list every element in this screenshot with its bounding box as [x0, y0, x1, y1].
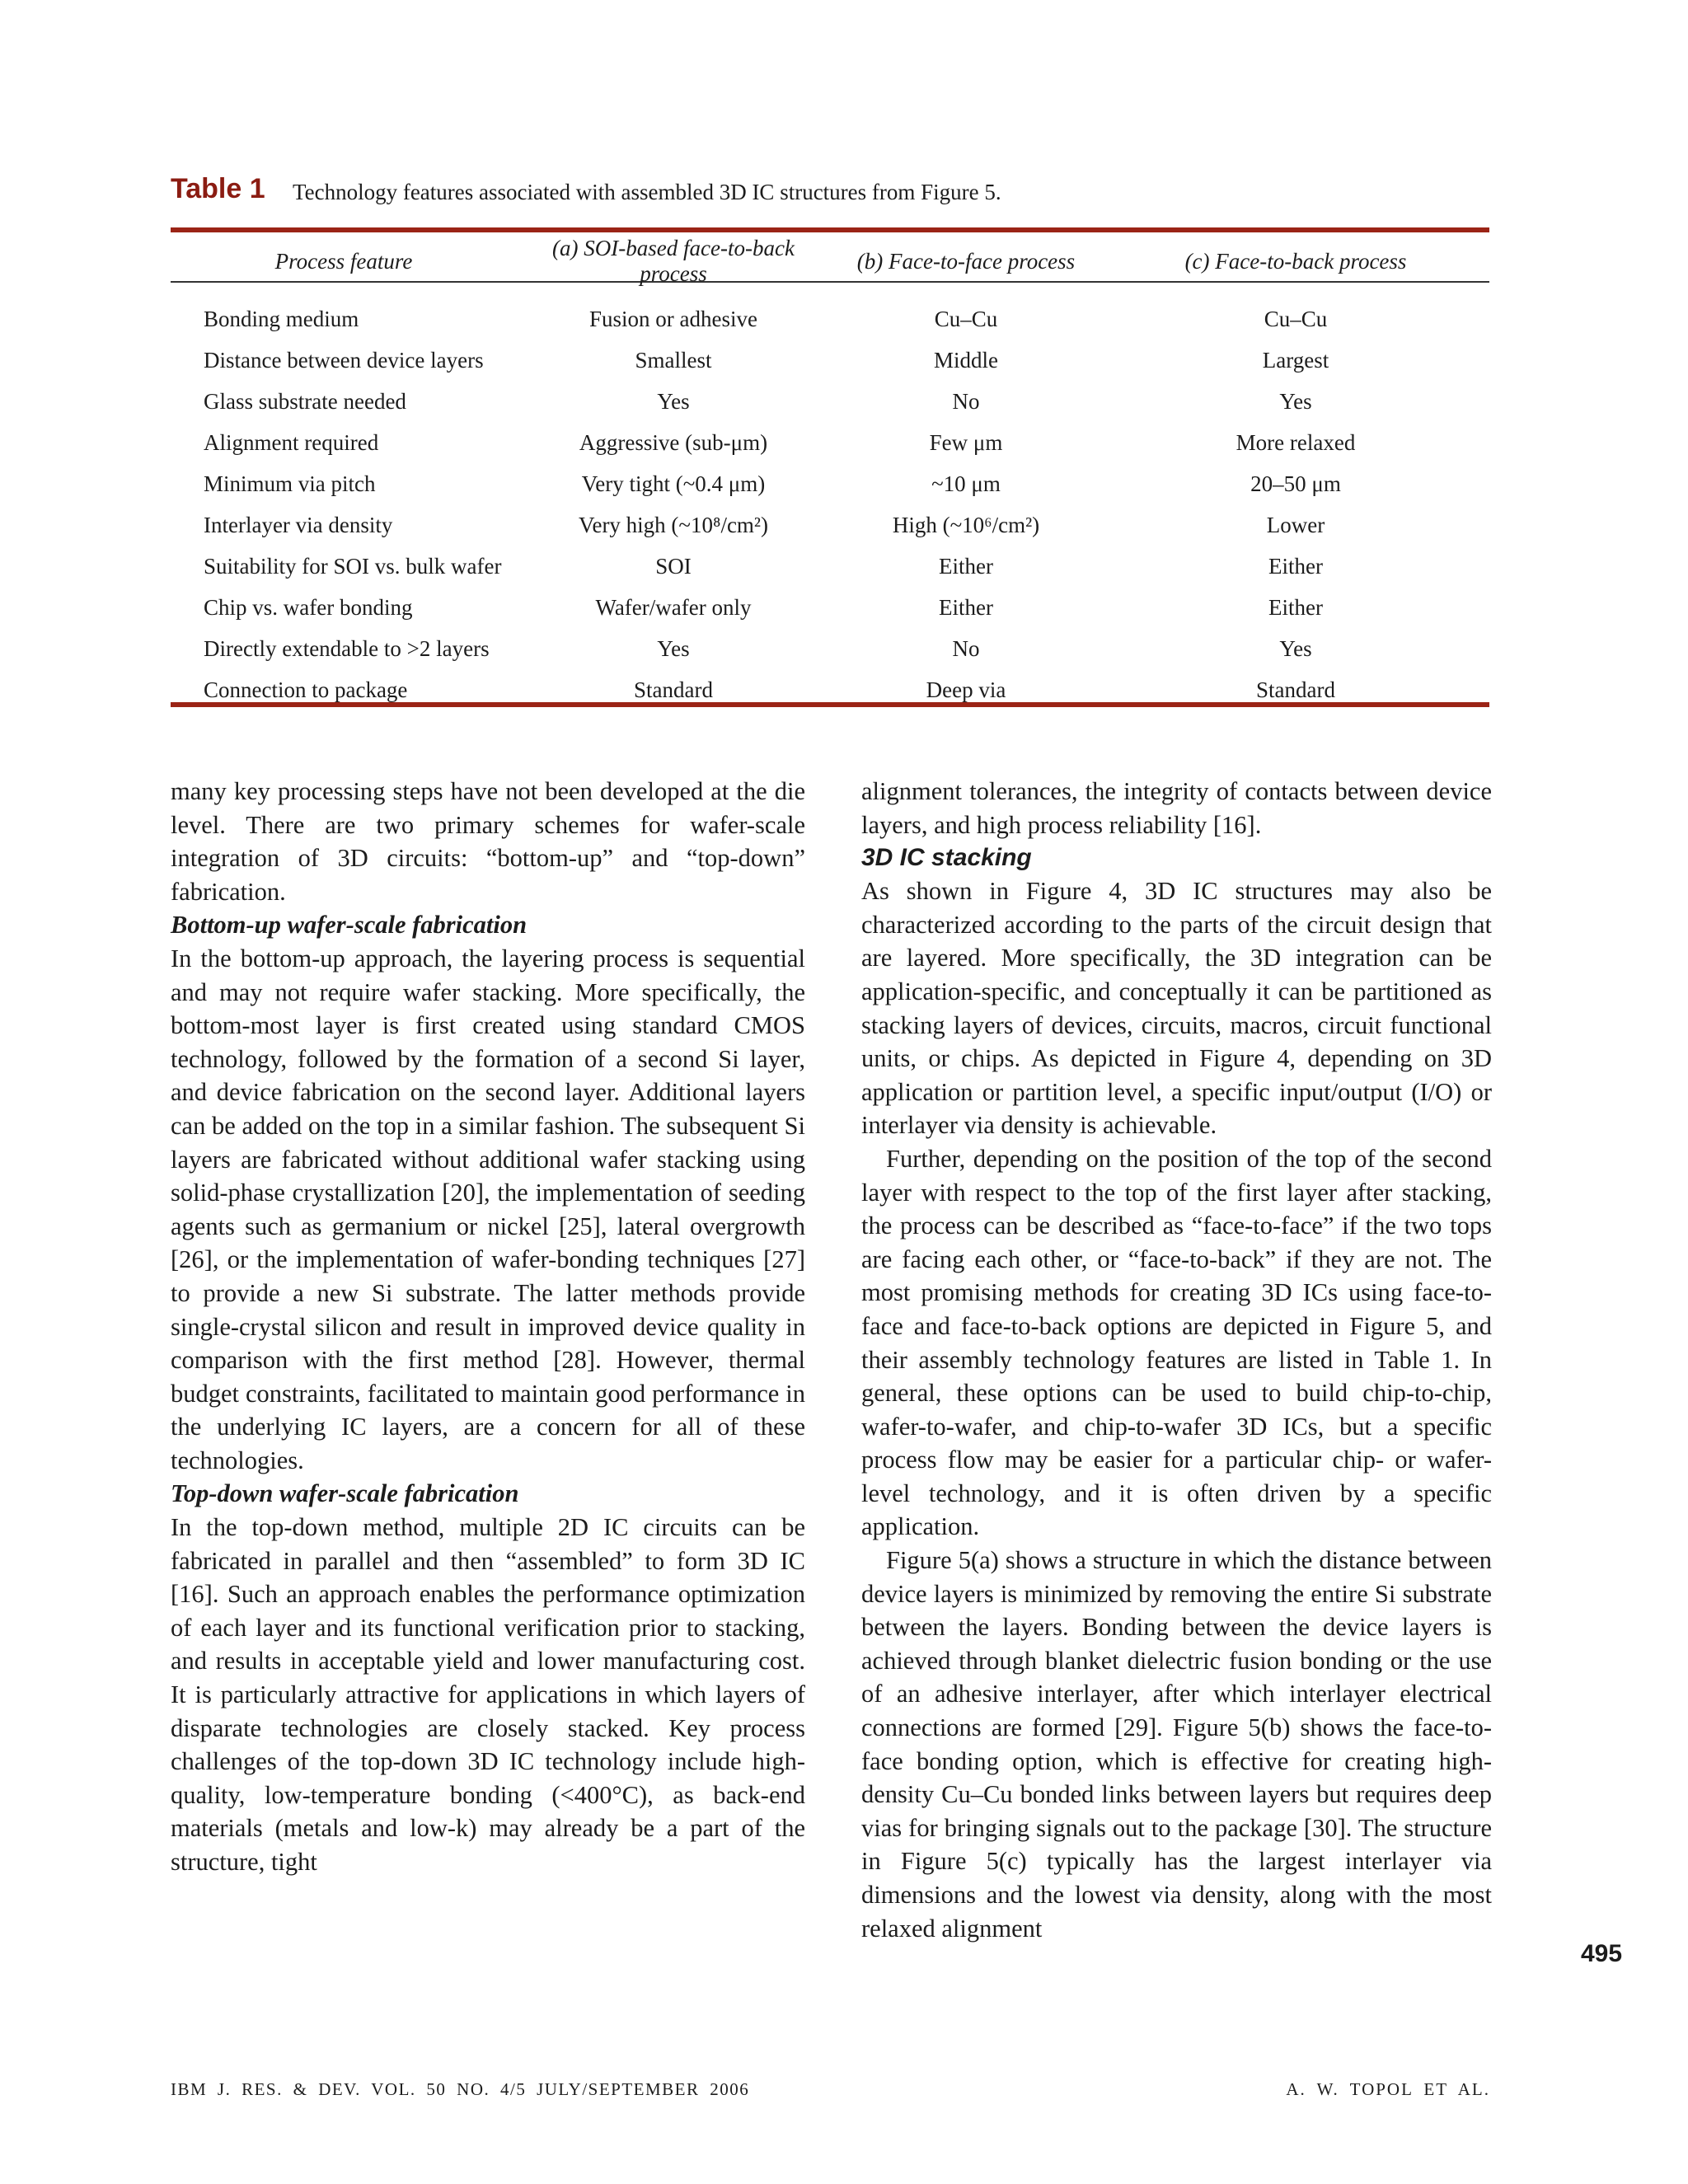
- feature-value-cell: No: [952, 388, 980, 414]
- feature-value-cell: Yes: [1279, 388, 1312, 414]
- section-heading: 3D IC stacking: [861, 844, 1032, 872]
- feature-name-cell: Chip vs. wafer bonding: [204, 594, 413, 620]
- body-paragraph: In the bottom-up approach, the layering process is sequential and may not require wafer stacking. More specifically, the bottom-most layer is first created using standard CMOS technology, followed by the formation of a second Si layer, and device fabrication on the second layer. Additional layers can be added on the top in a similar fashion. The subsequent Si layers are fabricated without additional wafer stacking using solid-phase crystallization [20], the implementation of seeding agents such as germanium or nickel [25], lateral overgrowth [26], or the implementation of wafer-bonding techniques [27] to provide a new Si substrate. The latter methods provide single-crystal silicon and result in improved device quality in comparison with the first method [28]. However, thermal budget constraints, facilitated to maintain good performance in the underlying IC layers, are a concern for all of these technologies.: [171, 944, 805, 1474]
- feature-value-cell: Either: [1268, 594, 1323, 620]
- right-text-column: [861, 775, 1492, 1945]
- feature-value-cell: Yes: [1279, 635, 1312, 661]
- body-paragraph: many key processing steps have not been developed at the die level. There are two primary schemes for wafer-scale integration of 3D circuits: “bottom-up” and “top-down” fabrication.: [171, 777, 805, 906]
- feature-name-cell: Connection to package: [204, 677, 408, 702]
- table-row: [171, 381, 1489, 422]
- feature-value-cell: Yes: [657, 388, 690, 414]
- feature-value-cell: Middle: [934, 347, 998, 373]
- journal-footer: IBM J. RES. & DEV. VOL. 50 NO. 4/5 JULY/SEPTEMBER 2006: [171, 2079, 750, 2099]
- table-label: Table 1: [171, 173, 265, 204]
- feature-value-cell: Cu–Cu: [934, 306, 998, 331]
- table-body: [171, 287, 1489, 710]
- body-paragraph: Figure 5(a) shows a structure in which the distance between device layers is minimized by removing the entire Si substrate between the layers. Bonding between the device layers is achieved through blanket dielectric fusion bonding or the use of an adhesive interlayer, after which interlayer electrical connections are formed [29]. Figure 5(b) shows the face-to-face bonding option, which is effective for creating high-density Cu–Cu bonded links between layers but requires deep vias for bringing signals out to the package [30]. The structure in Figure 5(c) typically has the largest interlayer via dimensions and the lowest via density, along with the most relaxed alignment: [861, 1546, 1492, 1943]
- table-top-rule: [171, 227, 1489, 232]
- feature-value-cell: Standard: [1256, 677, 1335, 702]
- table-caption-text: Technology features associated with assembled 3D IC structures from Figure 5.: [293, 180, 1001, 204]
- table-caption: [171, 173, 1489, 214]
- feature-value-cell: Smallest: [635, 347, 712, 373]
- feature-value-cell: Very tight (~0.4 μm): [581, 471, 766, 496]
- feature-value-cell: Wafer/wafer only: [595, 594, 752, 620]
- feature-value-cell: Either: [939, 594, 993, 620]
- feature-value-cell: Very high (~10⁸/cm²): [578, 512, 769, 537]
- table-row: [171, 422, 1489, 463]
- feature-value-cell: Aggressive (sub-μm): [579, 429, 768, 455]
- feature-value-cell: Either: [939, 553, 993, 579]
- feature-value-cell: Few μm: [929, 429, 1003, 455]
- subsection-heading: Top-down wafer-scale fabrication: [171, 1479, 519, 1508]
- feature-value-cell: Deep via: [926, 677, 1006, 702]
- body-paragraph: alignment tolerances, the integrity of contacts between device layers, and high process reliability [16].: [861, 777, 1492, 839]
- left-text-column: [171, 775, 805, 1879]
- feature-value-cell: Standard: [634, 677, 713, 702]
- table-header-row: [171, 236, 1489, 287]
- table-row: [171, 463, 1489, 504]
- feature-value-cell: 20–50 μm: [1250, 471, 1341, 496]
- feature-name-cell: Directly extendable to >2 layers: [204, 635, 490, 661]
- page-number: 495: [1581, 1940, 1623, 1967]
- feature-value-cell: Cu–Cu: [1264, 306, 1328, 331]
- table-row: [171, 340, 1489, 381]
- column-header: (a) SOI-based face-to-back process: [552, 236, 795, 286]
- feature-name-cell: Bonding medium: [204, 306, 359, 331]
- feature-value-cell: No: [952, 635, 980, 661]
- column-header: (c) Face-to-back process: [1184, 248, 1407, 274]
- column-header: Process feature: [274, 248, 413, 274]
- feature-name-cell: Glass substrate needed: [204, 388, 406, 414]
- feature-name-cell: Alignment required: [204, 429, 379, 455]
- table-row: [171, 587, 1489, 628]
- feature-name-cell: Distance between device layers: [204, 347, 484, 373]
- body-paragraph: In the top-down method, multiple 2D IC circuits can be fabricated in parallel and then “assembled” to form 3D IC [16]. Such an approach enables the performance optimization of each layer and its functional verification prior to stacking, and results in acceptable yield and lower manufacturing cost. It is particularly attractive for applications in which layers of disparate technologies are closely stacked. Key process challenges of the top-down 3D IC technology include high-quality, low-temperature bonding (<400°C), as back-end materials (metals and low-k) may already be a part of the structure, tight: [171, 1513, 805, 1876]
- feature-value-cell: ~10 μm: [931, 471, 1001, 496]
- feature-value-cell: SOI: [655, 553, 692, 579]
- feature-name-cell: Suitability for SOI vs. bulk wafer: [204, 553, 502, 579]
- column-header: (b) Face-to-face process: [856, 248, 1076, 274]
- body-paragraph: Further, depending on the position of the top of the second layer with respect to the top of the first layer after stacking, the process can be described as “face-to-face” if the two tops are facing each other, or “face-to-back” if they are not. The most promising methods for creating 3D ICs using face-to-face and face-to-back options are depicted in Figure 5, and their assembly technology features are listed in Table 1. In general, these options can be used to build chip-to-chip, wafer-to-wafer, and chip-to-wafer 3D ICs, but a specific process flow may be easier for a particular chip- or wafer-level technology, and it is often driven by a specific application.: [861, 1144, 1492, 1541]
- table-row: [171, 504, 1489, 546]
- feature-value-cell: High (~10⁶/cm²): [892, 512, 1040, 537]
- features-table: [171, 236, 1489, 710]
- author-footer: A. W. TOPOL ET AL.: [1286, 2079, 1490, 2099]
- subsection-heading: Bottom-up wafer-scale fabrication: [171, 911, 528, 940]
- feature-value-cell: Fusion or adhesive: [589, 306, 757, 331]
- table-row: [171, 669, 1489, 710]
- feature-value-cell: Yes: [657, 635, 690, 661]
- table-row: [171, 628, 1489, 669]
- feature-name-cell: Minimum via pitch: [204, 471, 376, 496]
- feature-name-cell: Interlayer via density: [204, 512, 393, 537]
- table-row: [171, 287, 1489, 340]
- body-paragraph: As shown in Figure 4, 3D IC structures may also be characterized according to the parts of the circuit design that are layered. More specifically, the 3D integration can be application-specific, and conceptually it can be partitioned as stacking layers of devices, circuits, macros, circuit functional units, or chips. As depicted in Figure 4, depending on 3D application or partition level, a specific input/output (I/O) or interlayer via density is achievable.: [861, 877, 1492, 1140]
- feature-value-cell: Either: [1268, 553, 1323, 579]
- feature-value-cell: Largest: [1262, 347, 1329, 373]
- feature-value-cell: More relaxed: [1236, 429, 1356, 455]
- feature-value-cell: Lower: [1266, 512, 1325, 537]
- table-row: [171, 546, 1489, 587]
